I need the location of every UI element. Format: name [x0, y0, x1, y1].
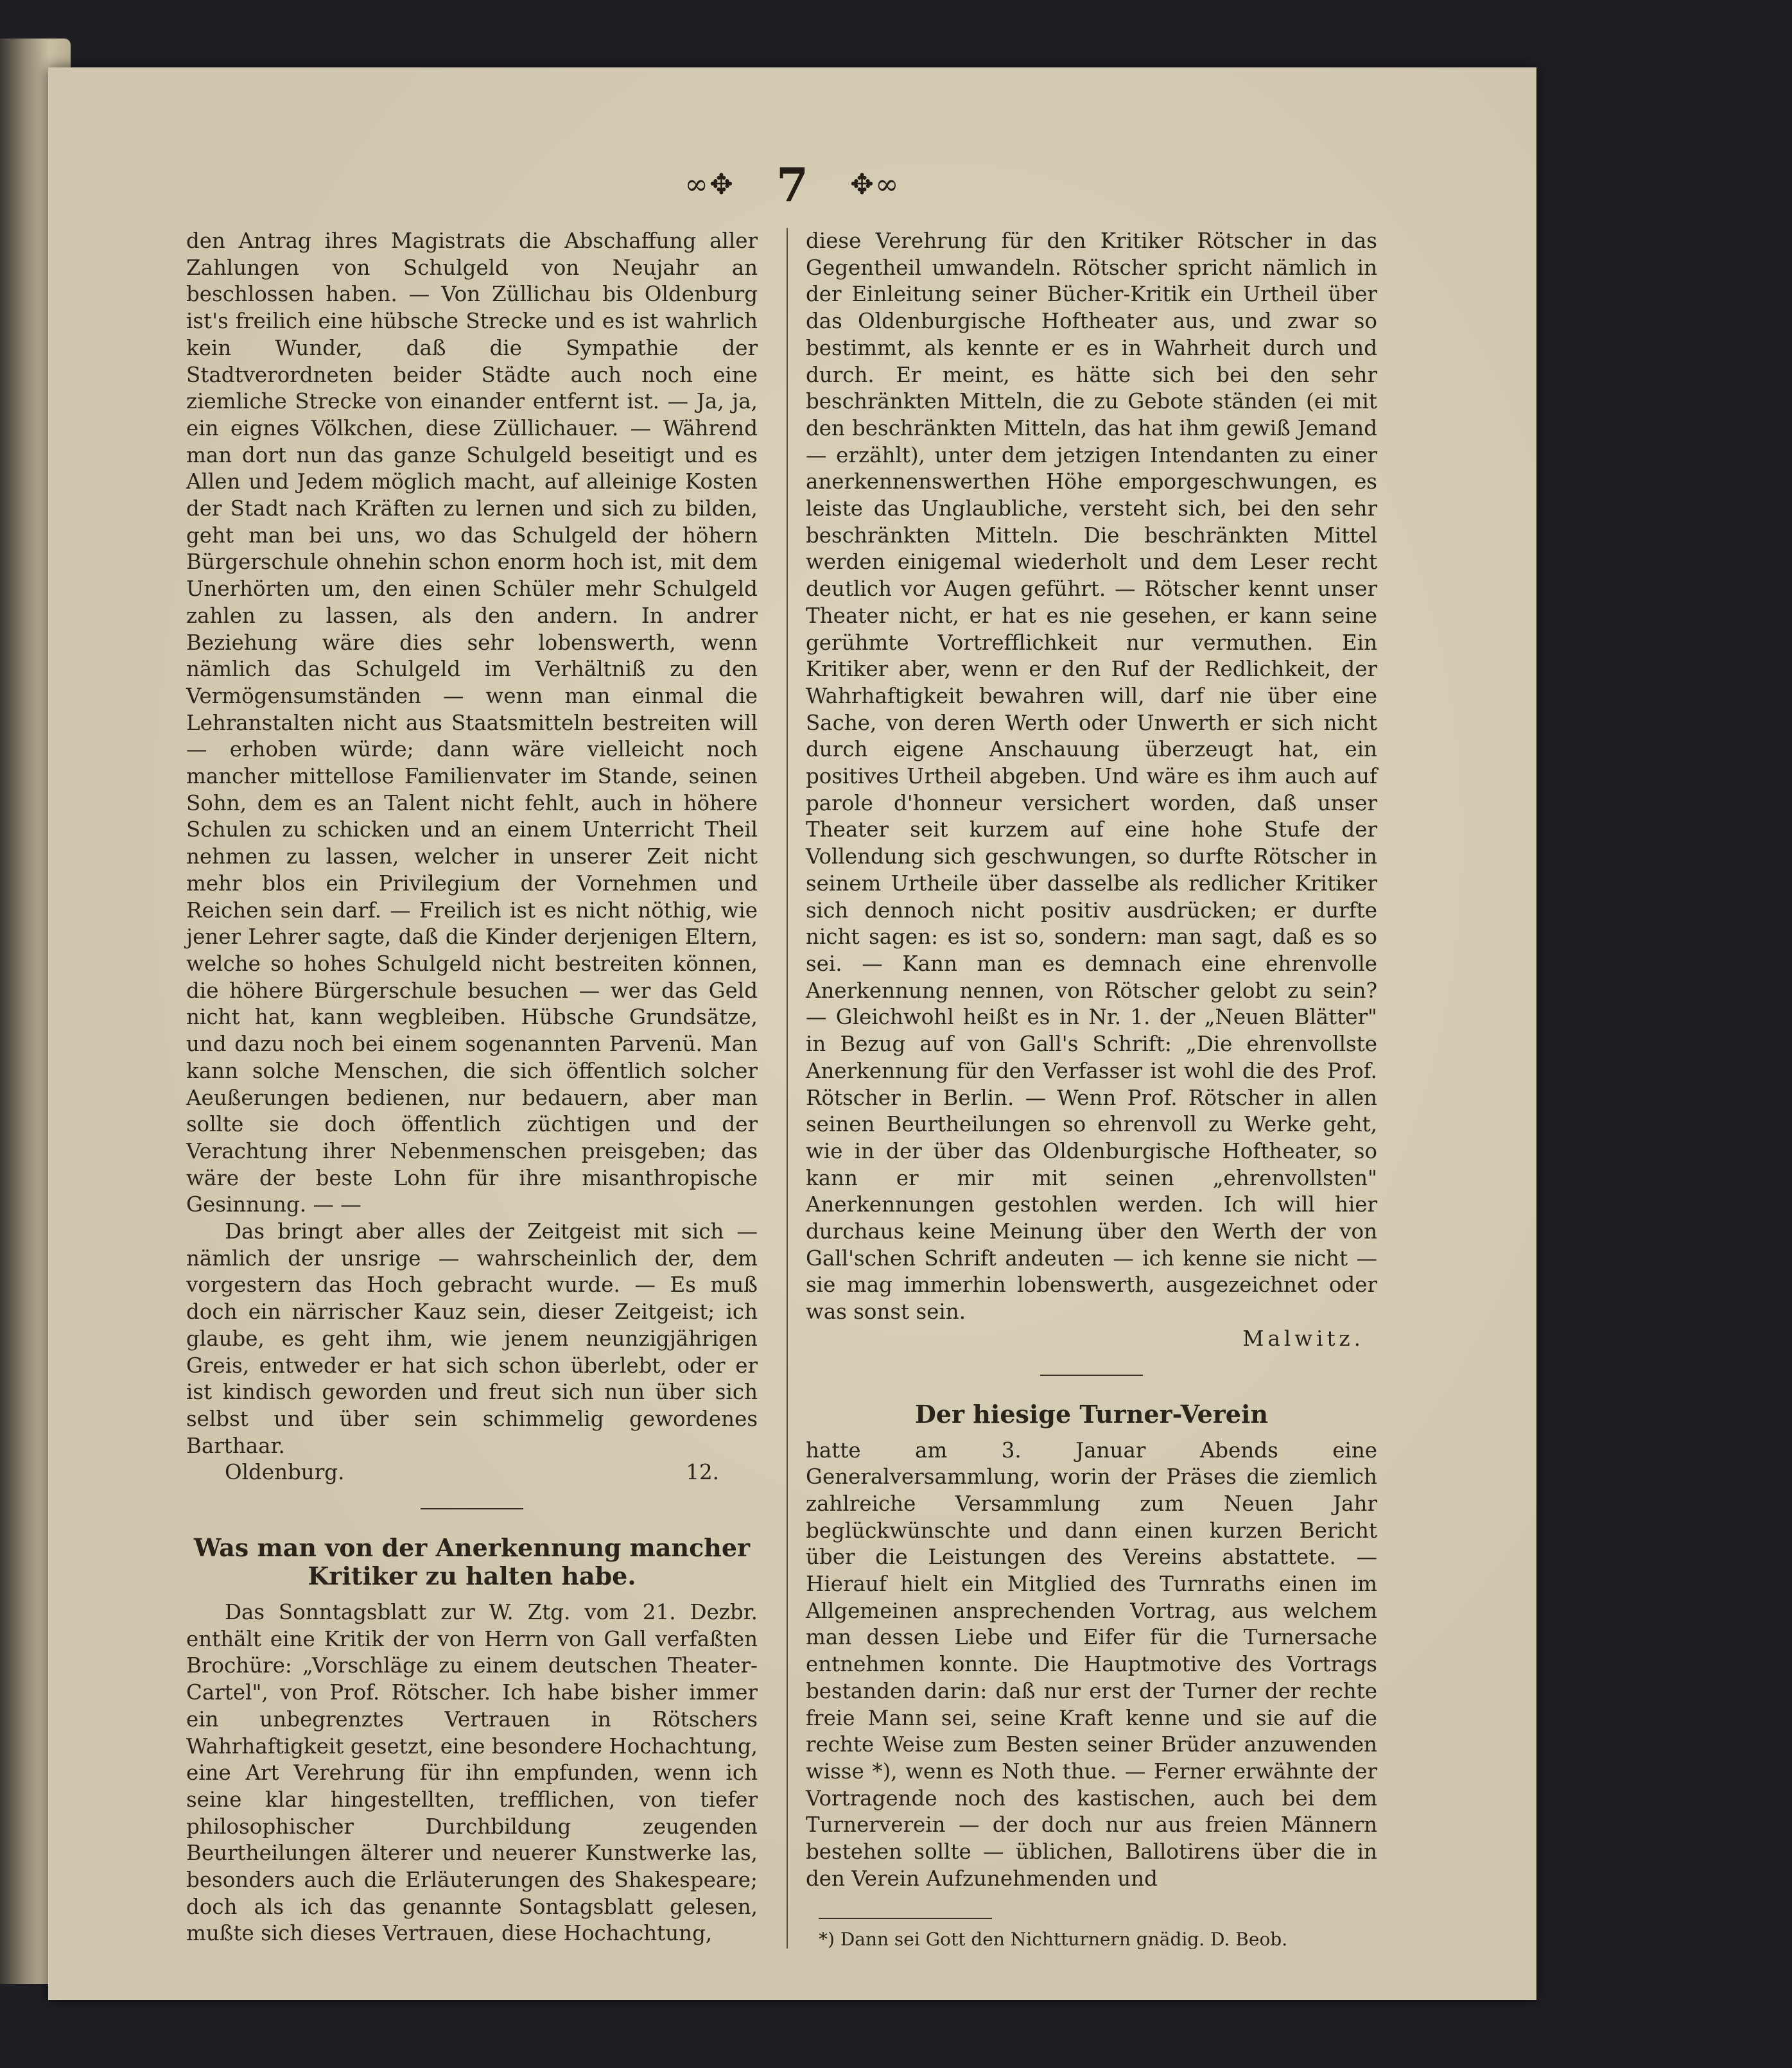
left-paragraph-2: Das bringt aber alles der Zeitgeist mit sich — nämlich der unsrige — wahrscheinlich der, dem vorgestern das Hoch gebracht wurde. — Es muß doch ein närrischer Kauz sein, dieser Zeitgeist; ich glaube, es geht ihm, wie jenem neunzigjährigen Greis, entweder er hat sich schon überlebt, oder er ist kindisch geworden und freut sich nun über sich selbst und über sein schimmelig gewordenes Barthaar.	[186, 1219, 758, 1458]
column-divider	[787, 228, 788, 1949]
section-divider-right	[1040, 1375, 1143, 1376]
page-number: 7	[776, 157, 809, 212]
page-header	[48, 157, 1536, 212]
dateline	[186, 1459, 758, 1486]
right-column	[806, 228, 1377, 1951]
article-heading-turner-verein: Der hiesige Turner-Verein	[914, 1399, 1269, 1429]
author-signature: Malwitz.	[1242, 1326, 1364, 1351]
article-heading-kritiker: Was man von der Anerkennung mancher Kritiker zu halten habe.	[193, 1533, 751, 1591]
footnote-divider	[819, 1918, 992, 1919]
footnote: *) Dann sei Gott den Nichtturnern gnädig. D. Beob.	[819, 1929, 1288, 1951]
kritiker-paragraph: Das Sonntagsblatt zur W. Ztg. vom 21. Dezbr. enthält eine Kritik der von Herrn von Gall verfaßten Brochüre: „Vorschläge zu einem deutschen Theater-Cartel", von Prof. Rötscher. Ich habe bisher immer ein unbegrenztes Vertrauen in Rötschers Wahrhaftigkeit gesetzt, eine besondere Hochachtung, eine Art Verehrung für ihn empfunden, wenn ich seine klar hingestellten, trefflichen, von tiefer philosophischer Durchbildung zeugenden Beurtheilungen älterer und neuerer Kunstwerke las, besonders auch die Erläuterungen des Shakespeare; doch als ich das genannte Sontagsblatt gelesen, mußte sich dieses Vertrauen, diese Hochachtung,	[186, 1600, 758, 1946]
dateline-place: Oldenburg.	[225, 1460, 345, 1485]
ornament-right-icon: ✥∞	[850, 168, 900, 201]
turner-verein-paragraph: hatte am 3. Januar Abends eine Generalversammlung, worin der Präses die ziemlich zahlreiche Versammlung zum Neuen Jahr beglückwünschte und dann einen kurzen Bericht über die Leistungen des Vereins abstattete. — Hierauf hielt ein Mitglied des Turnraths einen im Allgemeinen ansprechenden Vortrag, aus welchem man dessen Liebe und Eifer für die Turnersache entnehmen konnte. Die Hauptmotive des Vortrags bestanden darin: daß nur erst der Turner der rechte freie Mann sei, seine Kraft kenne und sie auf die rechte Weise zum Besten seiner Brüder anzuwenden wisse *), wenn es Noth thue. — Ferner erwähnte der Vortragende noch des kastischen, auch bei dem Turnerverein — der doch nur aus freien Männern bestehen sollte — üblichen, Ballotirens über die in den Verein Aufzunehmenden und	[806, 1438, 1377, 1891]
left-paragraph-1: den Antrag ihres Magistrats die Abschaffung aller Zahlungen von Schulgeld von Neujahr an beschlossen haben. — Von Züllichau bis Oldenburg ist's freilich eine hübsche Strecke und es ist wahrlich kein Wunder, daß die Sympathie der Stadtverordneten beider Städte auch noch eine ziemliche Strecke von einander entfernt ist. — Ja, ja, ein eignes Völkchen, diese Züllichauer. — Während man dort nun das ganze Schulgeld beseitigt und es Allen und Jedem möglich macht, auf alleinige Kosten der Stadt nach Kräften zu lernen und sich zu bilden, geht man bei uns, wo das Schulgeld der höhern Bürgerschule ohnehin schon enorm hoch ist, mit dem Unerhörten um, den einen Schüler mehr Schulgeld zahlen zu lassen, als den andern. In andrer Beziehung wäre dies sehr lobenswerth, wenn nämlich das Schulgeld im Verhältniß zu den Vermögensumständen — wenn man einmal die Lehranstalten nicht aus Staatsmitteln bestreiten will — erhoben würde; dann wäre vielleicht noch mancher mittellose Familienvater im Stande, seinen Sohn, dem es an Talent nicht fehlt, auch in höhere Schulen zu schicken und an einem Unterricht Theil nehmen zu lassen, welcher in unserer Zeit nicht mehr blos ein Privilegium der Vornehmen und Reichen sein darf. — Freilich ist es nicht nöthig, wie jener Lehrer sagte, daß die Kinder derjenigen Eltern, welche so hohes Schulgeld nicht bestreiten können, die höhere Bürgerschule besuchen — wer das Geld nicht hat, kann wegbleiben. Hübsche Grundsätze, und dazu noch bei einem sogenannten Parvenü. Man kann solche Menschen, die sich öffentlich solcher Aeußerungen bedienen, nur bedauern, aber man sollte sie doch öffentlich züchtigen und der Verachtung ihrer Nebenmenschen preisgeben; das wäre der beste Lohn für ihre misanthropische Gesinnung. — —	[186, 229, 758, 1217]
right-paragraph-1: diese Verehrung für den Kritiker Rötscher in das Gegentheil umwandeln. Rötscher spricht nämlich in der Einleitung seiner Bücher-Kritik ein Urtheil über das Oldenburgische Hoftheater aus, und zwar so bestimmt, als kennte er es in Wahrheit durch und durch. Er meint, es hätte sich bei den sehr beschränkten Mitteln, die zu Gebote ständen (ei mit den beschränkten Mitteln, das hat ihm gewiß Jemand — erzählt), unter dem jetzigen Intendanten zu einer anerkennenswerthen Höhe emporgeschwungen, es leiste das Unglaubliche, versteht sich, bei den sehr beschränkten Mitteln. Die beschränkten Mittel werden einigemal wiederholt und dem Leser recht deutlich vor Augen geführt. — Rötscher kennt unser Theater nicht, er hat es nie gesehen, er kann seine gerühmte Vortrefflichkeit nur vermuthen. Ein Kritiker aber, wenn er den Ruf der Redlichkeit, der Wahrhaftigkeit bewahren will, darf nie über eine Sache, von deren Werth oder Unwerth er sich nicht durch eigene Anschauung überzeugt hat, ein positives Urtheil abgeben. Und wäre es ihm auch auf parole d'honneur versichert worden, daß unser Theater seit kurzem auf eine hohe Stufe der Vollendung sich geschwungen, so durfte Rötscher in seinem Urtheile über dasselbe als redlicher Kritiker sich dennoch nicht positiv ausdrücken; er durfte nicht sagen: es ist so, sondern: man sagt, daß es so sei. — Kann man es demnach eine ehrenvolle Anerkennung nennen, von Rötscher gelobt zu sein? — Gleichwohl heißt es in Nr. 1. der „Neuen Blätter" in Bezug auf von Gall's Schrift: „Die ehrenvollste Anerkennung für den Verfasser ist wohl die des Prof. Rötscher in Berlin. — Wenn Prof. Rötscher in allen seinen Beurtheilungen so ehrenvoll zu Werke geht, wie in der über das Oldenburgische Hoftheater, so kann er mir mit seinen „ehrenvollsten" Anerkennungen gestohlen werden. Ich will hier durchaus keine Meinung über den Werth der von Gall'schen Schrift andeuten — ich kenne sie nicht — sie mag immerhin lobenswerth, ausgezeichnet oder was sonst sein.	[806, 229, 1377, 1325]
newspaper-page	[48, 67, 1536, 2000]
section-divider	[421, 1508, 523, 1509]
ornament-left-icon: ∞✥	[684, 168, 735, 201]
dateline-number: 12.	[686, 1460, 719, 1485]
left-column	[186, 228, 758, 1947]
